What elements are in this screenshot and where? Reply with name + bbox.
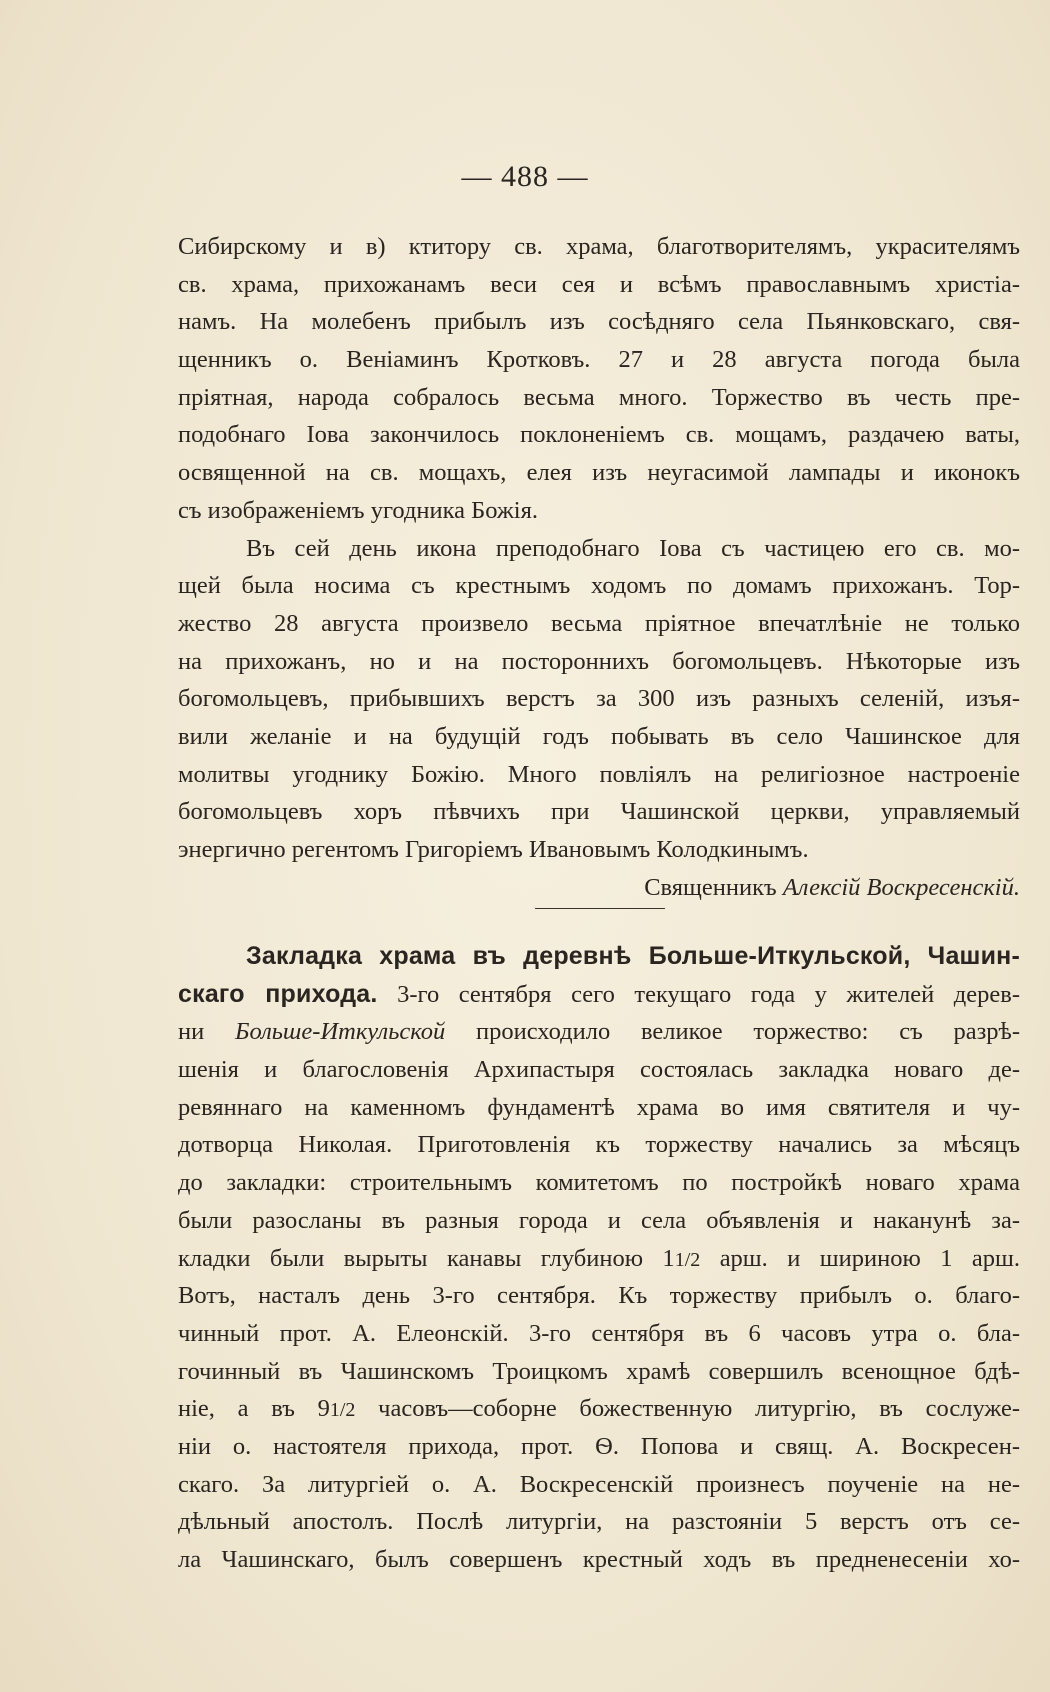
text-line: богомольцевъ хоръ пѣвчихъ при Чашинской церкви, управляемый xyxy=(178,798,1020,826)
section-2-text xyxy=(178,938,1020,1579)
text-line: дотворца Николая. Приготовленія къ торжеству начались за мѣсяцъ xyxy=(178,1131,1020,1159)
signature-name: Алексій Воскресенскій. xyxy=(782,874,1020,901)
signature-prefix: Священникъ xyxy=(644,874,777,901)
text-line: ніи о. настоятеля прихода, прот. Ѳ. Попова и свящ. А. Воскресен- xyxy=(178,1432,1020,1460)
text-line: ла Чашинскаго, былъ совершенъ крестный ходъ въ предненесеніи хо- xyxy=(178,1546,1020,1573)
text-line: Сибирскому и в) ктитору св. храма, благотворителямъ, украсителямъ xyxy=(178,233,1020,260)
text-line: были разосланы въ разныя города и села объявленія и наканунѣ за- xyxy=(178,1206,1020,1234)
article-heading-line xyxy=(178,938,1020,976)
text-line: Вотъ, насталъ день 3-го сентября. Къ торжеству прибылъ о. благо- xyxy=(178,1282,1020,1310)
text-line: на прихожанъ, но и на постороннихъ богомольцевъ. Нѣкоторые изъ xyxy=(178,647,1020,675)
text-line: ніе, а въ 91/2 часовъ—соборне божественную литургію, въ сослуже- xyxy=(178,1395,1021,1423)
text-line: намъ. На молебенъ прибылъ изъ сосѣдняго села Пьянковскаго, свя- xyxy=(178,308,1020,336)
text-line: жество 28 августа произвело весьма пріятное впечатлѣніе не только xyxy=(178,609,1020,637)
article-heading-cont: скаго прихода. xyxy=(178,979,378,1008)
text-line: дѣльный апостолъ. Послѣ литургіи, на разстояніи 5 верстъ отъ се- xyxy=(178,1508,1020,1536)
text-line: гочинный въ Чашинскомъ Троицкомъ храмѣ совершилъ всенощное бдѣ- xyxy=(178,1357,1020,1385)
text-line: подобнаго Іова закончилось поклоненіемъ св. мощамъ, раздачею ваты, xyxy=(178,421,1020,449)
text-line: скаго прихода. 3-го сентября сего текущаго года у жителей дерев- xyxy=(178,979,1020,1008)
signature-block xyxy=(178,869,1020,907)
article-heading: Закладка храма въ деревнѣ Больше-Иткульской, Чашин- xyxy=(246,942,1020,970)
text-line: ревяннаго на каменномъ фундаментѣ храма во имя святителя и чу- xyxy=(178,1093,1020,1121)
village-name: Больше-Иткульской xyxy=(235,1018,446,1046)
text-line: богомольцевъ, прибывшихъ верстъ за 300 изъ разныхъ селеній, изъя- xyxy=(178,685,1020,713)
text-line: энергично регентомъ Григоріемъ Ивановымъ Колодкинымъ. xyxy=(178,836,809,863)
section-divider xyxy=(535,908,665,909)
text-line: Въ сей день икона преподобнаго Іова съ частицею его св. мо- xyxy=(246,534,1020,562)
fraction: 1/2 xyxy=(329,1399,356,1422)
page-number: — 488 — xyxy=(461,160,589,193)
text-line: кладки были вырыты канавы глубиною 11/2 арш. и шириною 1 арш. xyxy=(178,1244,1021,1272)
signature xyxy=(178,869,1020,907)
text-line: до закладки: строительнымъ комитетомъ по постройкѣ новаго храма xyxy=(178,1169,1020,1197)
text-line: чинный прот. А. Елеонскій. 3-го сентября въ 6 часовъ утра о. бла- xyxy=(178,1319,1020,1347)
text-line: съ изображеніемъ угодника Божія. xyxy=(178,496,539,524)
section-1-text xyxy=(178,228,1020,869)
text-line: шенія и благословенія Архипастыря состоялась закладка новаго де- xyxy=(178,1056,1020,1084)
text-line: молитвы угоднику Божію. Много повліялъ на религіозное настроеніе xyxy=(178,760,1020,788)
text-line: ни Больше-Иткульской происходило великое торжество: съ разрѣ- xyxy=(178,1018,1021,1046)
text-line: освященной на св. мощахъ, елея изъ неугасимой лампады и иконокъ xyxy=(178,459,1020,487)
text-line: щей была носима съ крестнымъ ходомъ по домамъ прихожанъ. Тор- xyxy=(178,572,1020,600)
text-line: щенникъ о. Веніаминъ Кротковъ. 27 и 28 августа погода была xyxy=(178,346,1020,374)
text-line: вили желаніе и на будущій годъ побывать въ село Чашинское для xyxy=(178,722,1020,750)
text-line: св. храма, прихожанамъ веси сея и всѣмъ православнымъ христіа- xyxy=(178,270,1020,298)
text-line: скаго. За литургіей о. А. Воскресенскій произнесъ поученіе на не- xyxy=(178,1470,1020,1498)
text-line: пріятная, народа собралось весьма много. Торжество въ честь пре- xyxy=(178,383,1020,411)
fraction: 1/2 xyxy=(674,1248,701,1271)
